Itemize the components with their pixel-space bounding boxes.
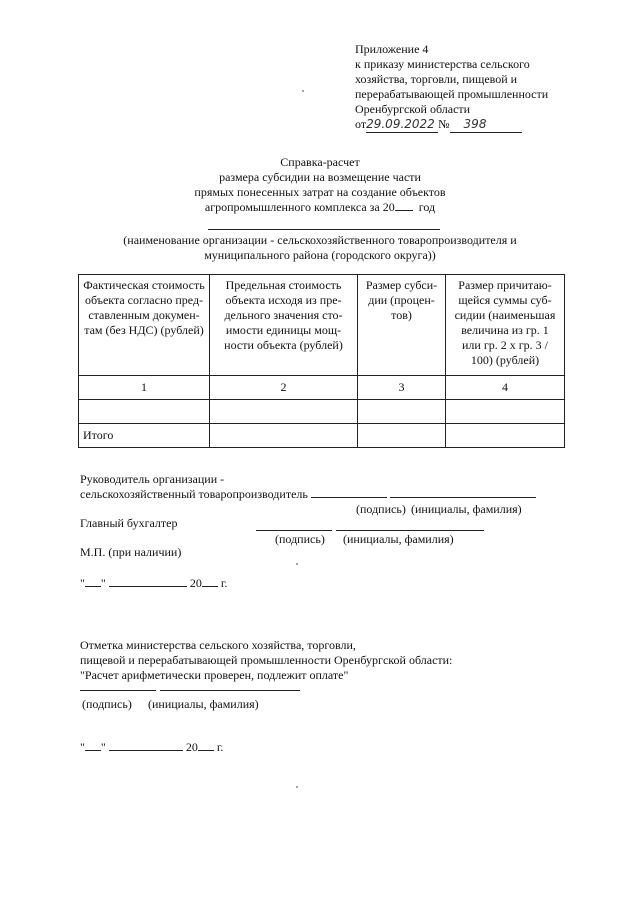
ministry-signature-blank [80, 690, 156, 691]
total-label: Итого [79, 424, 210, 448]
title-year-prefix: агропромышленного комплекса за 20 [204, 200, 395, 214]
signature-blank [311, 497, 387, 498]
caption-line: муниципального района (городского округа)) [204, 248, 436, 262]
head-label-line1: Руководитель организации - [80, 472, 225, 486]
table-row [79, 400, 565, 424]
table-cell [358, 424, 446, 448]
calculation-table [78, 274, 565, 448]
month-blank [109, 586, 187, 587]
header-cell-3: Размер субси- дии (процен- тов) [358, 275, 446, 376]
number-prefix: № [438, 117, 450, 131]
accountant-name-caption: (инициалы, фамилия) [343, 532, 454, 546]
title-line: размера субсидии на возмещение части [219, 170, 421, 184]
table-cell [358, 400, 446, 424]
appendix-line: Оренбургской области [355, 102, 471, 116]
header-cell-2: Предельная стоимость объекта исходя из пре- дельного значения сто- имости единицы мощ- ности объекта (рублей) [210, 275, 358, 376]
organization-name-line [208, 229, 440, 230]
appendix-line: к приказу министерства сельского [355, 57, 530, 71]
stamp-label: М.П. (при наличии) [80, 545, 182, 559]
scan-speck [296, 786, 298, 788]
caption-line: (наименование организации - сельскохозяйственного товаропроизводителя и [123, 233, 517, 247]
column-number: 4 [446, 376, 565, 400]
table-total-row [79, 424, 565, 448]
title-line: прямых понесенных затрат на создание объектов [194, 185, 446, 199]
table-header-row [79, 275, 565, 376]
table-cell [79, 400, 210, 424]
signature-date-line: " " 20 г. [80, 576, 228, 590]
header-cell-4: Размер причитаю- щейся суммы суб- сидии (наименьшая величина из гр. 1 или гр. 2 x гр. 3 / 100) (рублей) [446, 275, 565, 376]
order-number: 398 [450, 117, 522, 133]
scan-speck [302, 90, 304, 92]
title-year-line [120, 200, 520, 215]
year-blank [198, 750, 214, 751]
title-year-suffix: год [418, 200, 436, 214]
table-cell [210, 424, 358, 448]
ministry-date-line: " " 20 г. [80, 740, 224, 754]
date-prefix: от [355, 117, 367, 131]
table-cell [210, 400, 358, 424]
column-number: 2 [210, 376, 358, 400]
head-signature-line [80, 487, 536, 502]
accountant-signature-blank [256, 530, 332, 531]
head-name-caption: (инициалы, фамилия) [411, 502, 522, 516]
year-blank [202, 586, 218, 587]
appendix-line: хозяйства, торговли, пищевой и [355, 72, 518, 86]
appendix-line: Приложение 4 [355, 42, 429, 56]
ministry-name-caption: (инициалы, фамилия) [148, 697, 259, 711]
ministry-name-blank [160, 690, 300, 691]
ministry-line2: пищевой и перерабатывающей промышленности Оренбургской области: [80, 653, 453, 667]
document-title [120, 155, 520, 215]
appendix-line: перерабатывающей промышленности [355, 87, 549, 101]
table-cell [446, 424, 565, 448]
head-sign-caption: (подпись) [356, 502, 406, 516]
accountant-sign-caption: (подпись) [275, 532, 325, 546]
table-row [79, 376, 565, 400]
title-line: Справка-расчет [280, 155, 360, 169]
ministry-sign-caption: (подпись) [82, 697, 132, 711]
year-blank [395, 210, 413, 211]
column-number: 1 [79, 376, 210, 400]
column-number: 3 [358, 376, 446, 400]
ministry-line1: Отметка министерства сельского хозяйства, торговли, [80, 638, 356, 652]
name-blank [390, 497, 536, 498]
order-date: 29.09.2022 [366, 117, 438, 133]
header-cell-1: Фактическая стоимость объекта согласно пред- ставленным докумен- там (без НДС) (рублей) [79, 275, 210, 376]
organization-caption [90, 233, 550, 263]
appendix-date-line [355, 117, 625, 133]
accountant-name-blank [336, 530, 484, 531]
month-blank [109, 750, 183, 751]
accountant-label: Главный бухгалтер [80, 516, 178, 530]
scan-speck [296, 563, 298, 565]
head-label-line2: сельскохозяйственный товаропроизводитель [80, 487, 308, 501]
ministry-line3: "Расчет арифметически проверен, подлежит оплате" [80, 668, 349, 682]
appendix-header [355, 42, 625, 133]
table-cell [446, 400, 565, 424]
